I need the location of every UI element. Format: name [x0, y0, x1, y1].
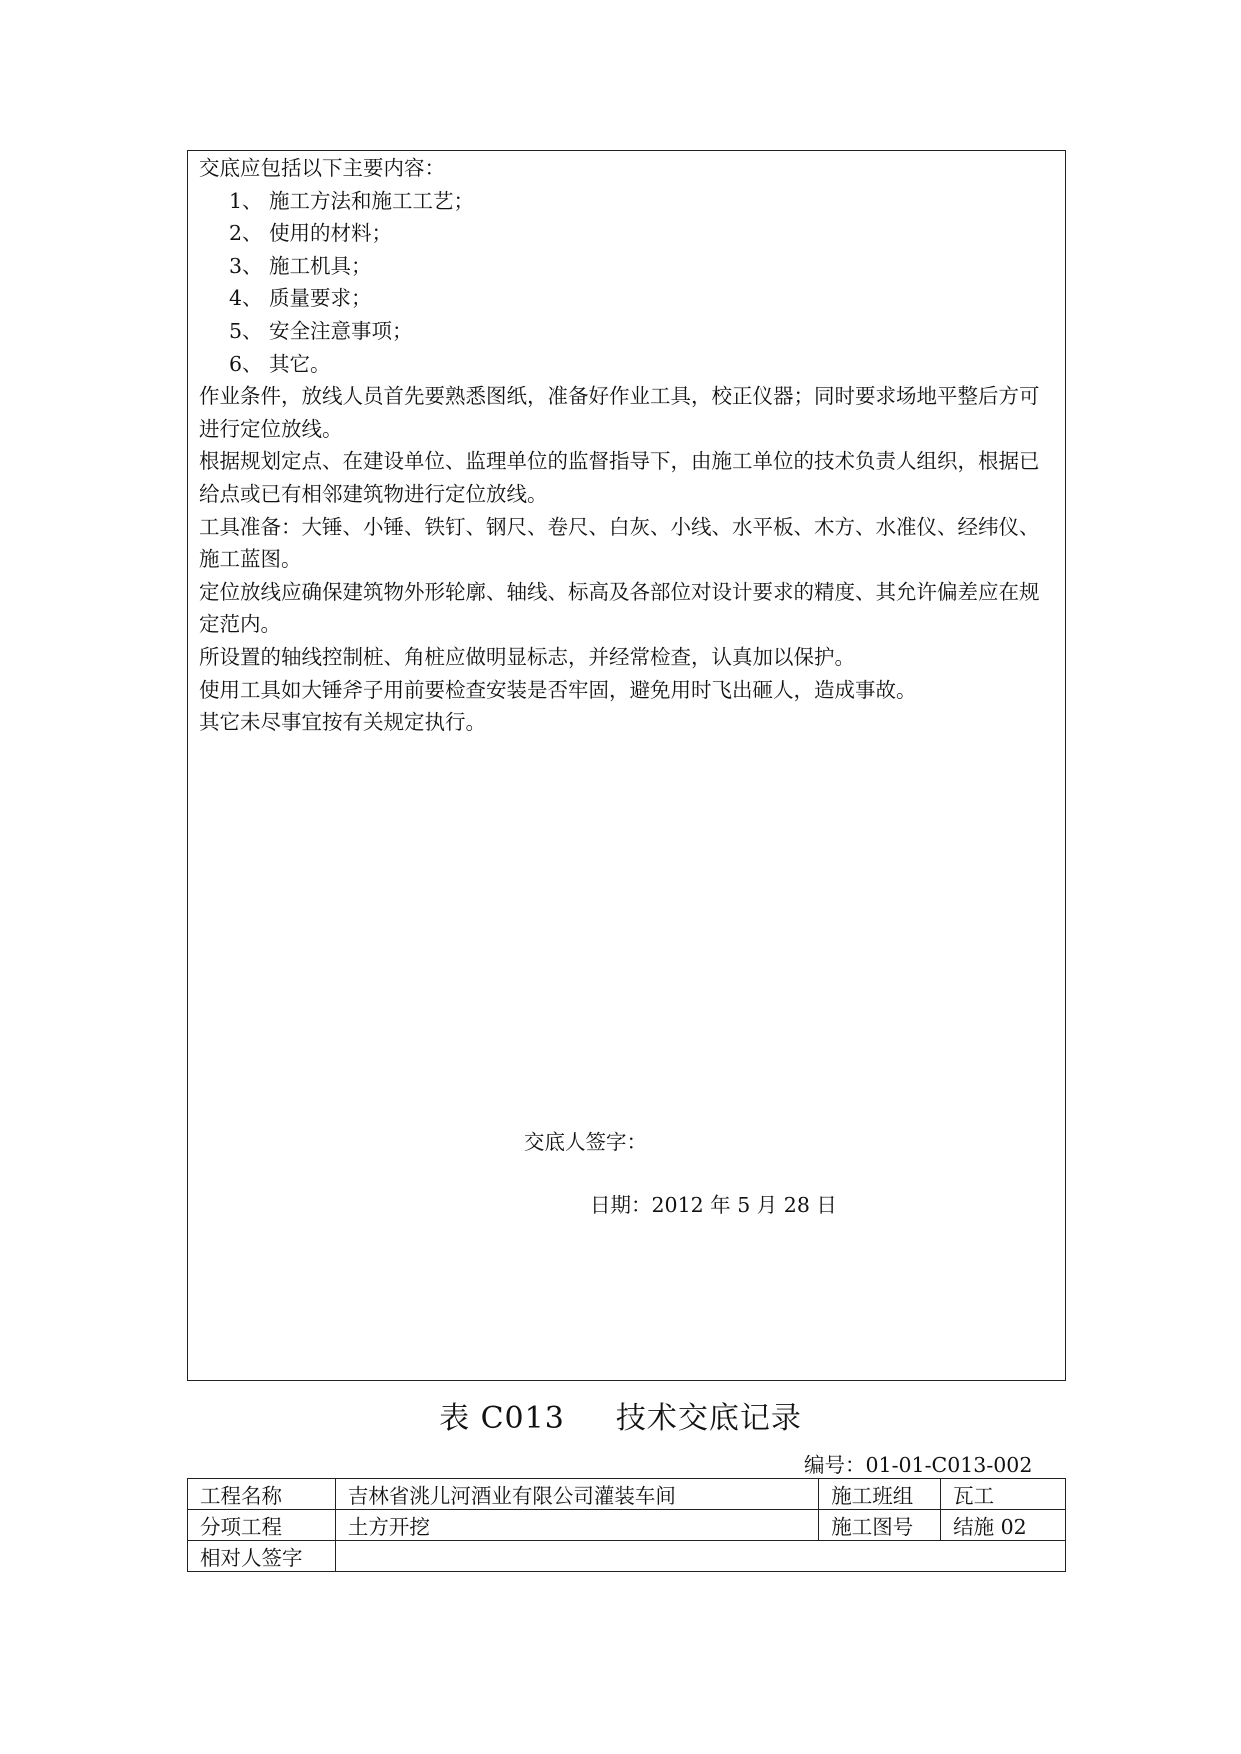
project-name-value: 吉林省洮儿河酒业有限公司灌装车间 — [335, 1479, 818, 1510]
counterpart-signature-label: 相对人签字 — [188, 1541, 336, 1572]
paragraph: 定位放线应确保建筑物外形轮廓、轴线、标高及各部位对设计要求的精度、其允许偏差应在规定范内。 — [199, 579, 1040, 637]
paragraph: 工具准备：大锤、小锤、铁钉、钢尺、卷尺、白灰、小线、水平板、木方、水准仪、经纬仪、施工蓝图。 — [199, 514, 1040, 572]
table-row — [188, 1479, 1066, 1510]
table-row — [188, 1541, 1066, 1572]
table-row — [188, 1510, 1066, 1541]
signer-label: 交底人签字： — [524, 1130, 647, 1154]
paragraph: 使用工具如大锤斧子用前要检查安装是否牢固，避免用时飞出砸人，造成事故。 — [199, 677, 917, 702]
team-label: 施工班组 — [819, 1479, 941, 1510]
drawing-number-label: 施工图号 — [819, 1510, 941, 1541]
team-value: 瓦工 — [941, 1479, 1066, 1510]
intro-line: 交底应包括以下主要内容： — [199, 156, 445, 180]
document-number: 编号：01-01-C013-002 — [804, 1453, 1033, 1477]
sub-project-value: 土方开挖 — [335, 1510, 818, 1541]
form-title — [0, 1393, 1241, 1437]
paragraph: 根据规划定点、在建设单位、监理单位的监督指导下，由施工单位的技术负责人组织，根据已给点或已有相邻建筑物进行定位放线。 — [199, 449, 1040, 506]
form-code: 表 C013 — [439, 1401, 565, 1436]
info-table — [187, 1478, 1066, 1572]
list-item: 6、 其它。 — [229, 351, 331, 376]
project-name-label: 工程名称 — [188, 1479, 336, 1510]
list-item: 3、 施工机具； — [229, 253, 372, 278]
counterpart-signature-value — [335, 1541, 1065, 1572]
paragraph: 作业条件，放线人员首先要熟悉图纸，准备好作业工具，校正仪器；同时要求场地平整后方可进行定位放线。 — [199, 384, 1040, 441]
paragraph: 其它未尽事宜按有关规定执行。 — [199, 710, 486, 735]
sub-project-label: 分项工程 — [188, 1510, 336, 1541]
drawing-number-value: 结施 02 — [941, 1510, 1066, 1541]
list-item: 5、 安全注意事项； — [229, 318, 413, 343]
disclosure-content — [199, 152, 1059, 739]
date-line: 日期：2012 年 5 月 28 日 — [590, 1193, 837, 1217]
list-item: 2、 使用的材料； — [229, 221, 393, 246]
form-name: 技术交底记录 — [615, 1401, 802, 1436]
list-item: 1、 施工方法和施工工艺； — [229, 188, 475, 213]
paragraph: 所设置的轴线控制桩、角桩应做明显标志，并经常检查，认真加以保护。 — [199, 644, 855, 669]
list-item: 4、 质量要求； — [229, 286, 372, 311]
